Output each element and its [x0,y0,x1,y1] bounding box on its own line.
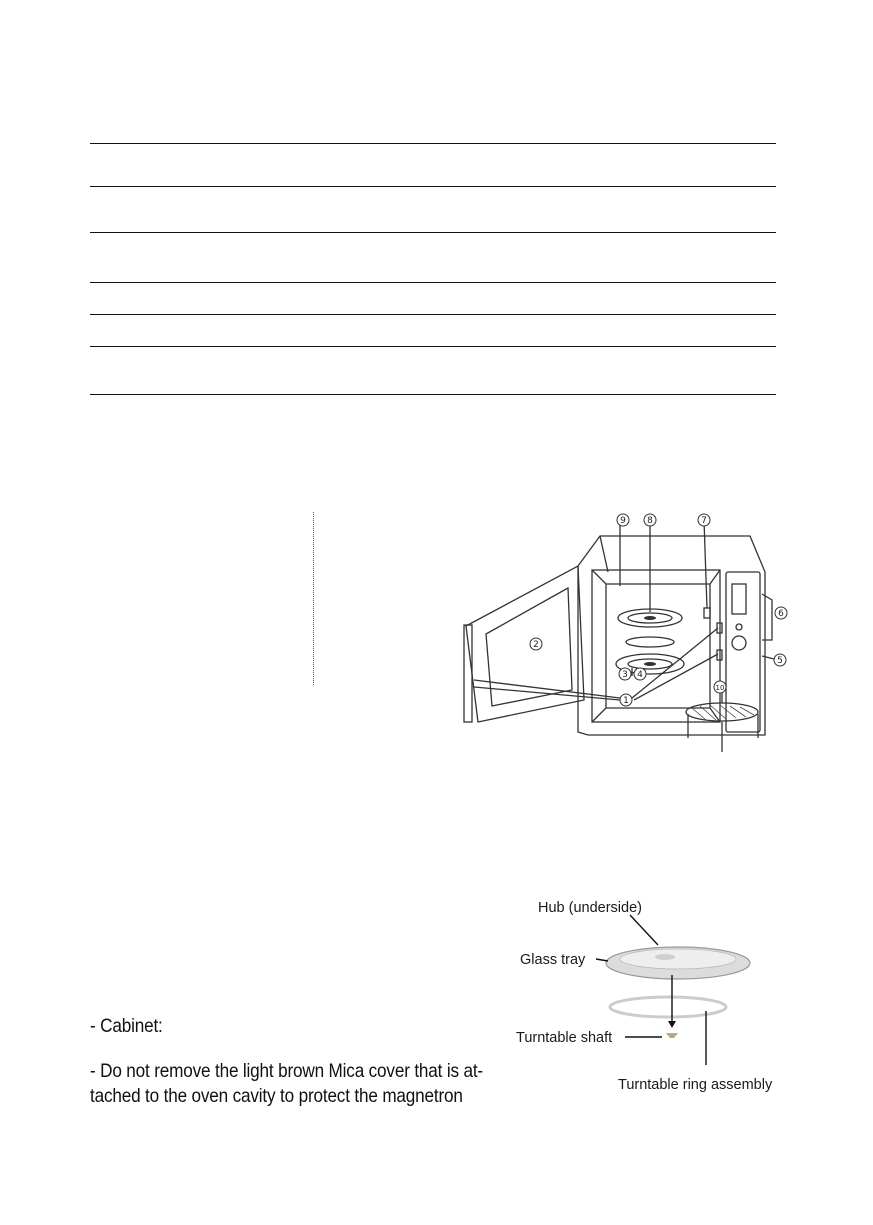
table-rule-7 [90,394,776,395]
callout-1: 1 [623,696,629,706]
cabinet-heading: - Cabinet: [90,1015,163,1037]
callout-9: 9 [620,516,626,526]
glass-tray-label: Glass tray [520,952,586,968]
table-rule-4 [90,282,776,283]
callout-6: 6 [778,609,784,619]
callout-8: 8 [647,516,653,526]
mica-cover-line-1: - Do not remove the light brown Mica cover that is at- [90,1060,483,1082]
table-rule-1 [90,143,776,144]
callout-2: 2 [533,640,539,650]
callout-5: 5 [777,656,783,666]
turntable-ring-label: Turntable ring assembly [618,1077,773,1093]
callout-3: 3 [622,670,628,680]
callout-10: 10 [715,684,725,692]
dotted-divider [313,512,314,685]
table-rule-2 [90,186,776,187]
table-rule-5 [90,314,776,315]
mica-cover-line-2: tached to the oven cavity to protect the magnetron [90,1085,463,1107]
callout-7: 7 [701,516,707,526]
microwave-parts-diagram [460,500,800,770]
callout-4: 4 [637,670,643,680]
table-rule-6 [90,346,776,347]
hub-label: Hub (underside) [538,900,642,916]
turntable-shaft-label: Turntable shaft [516,1030,613,1046]
table-rule-3 [90,232,776,233]
